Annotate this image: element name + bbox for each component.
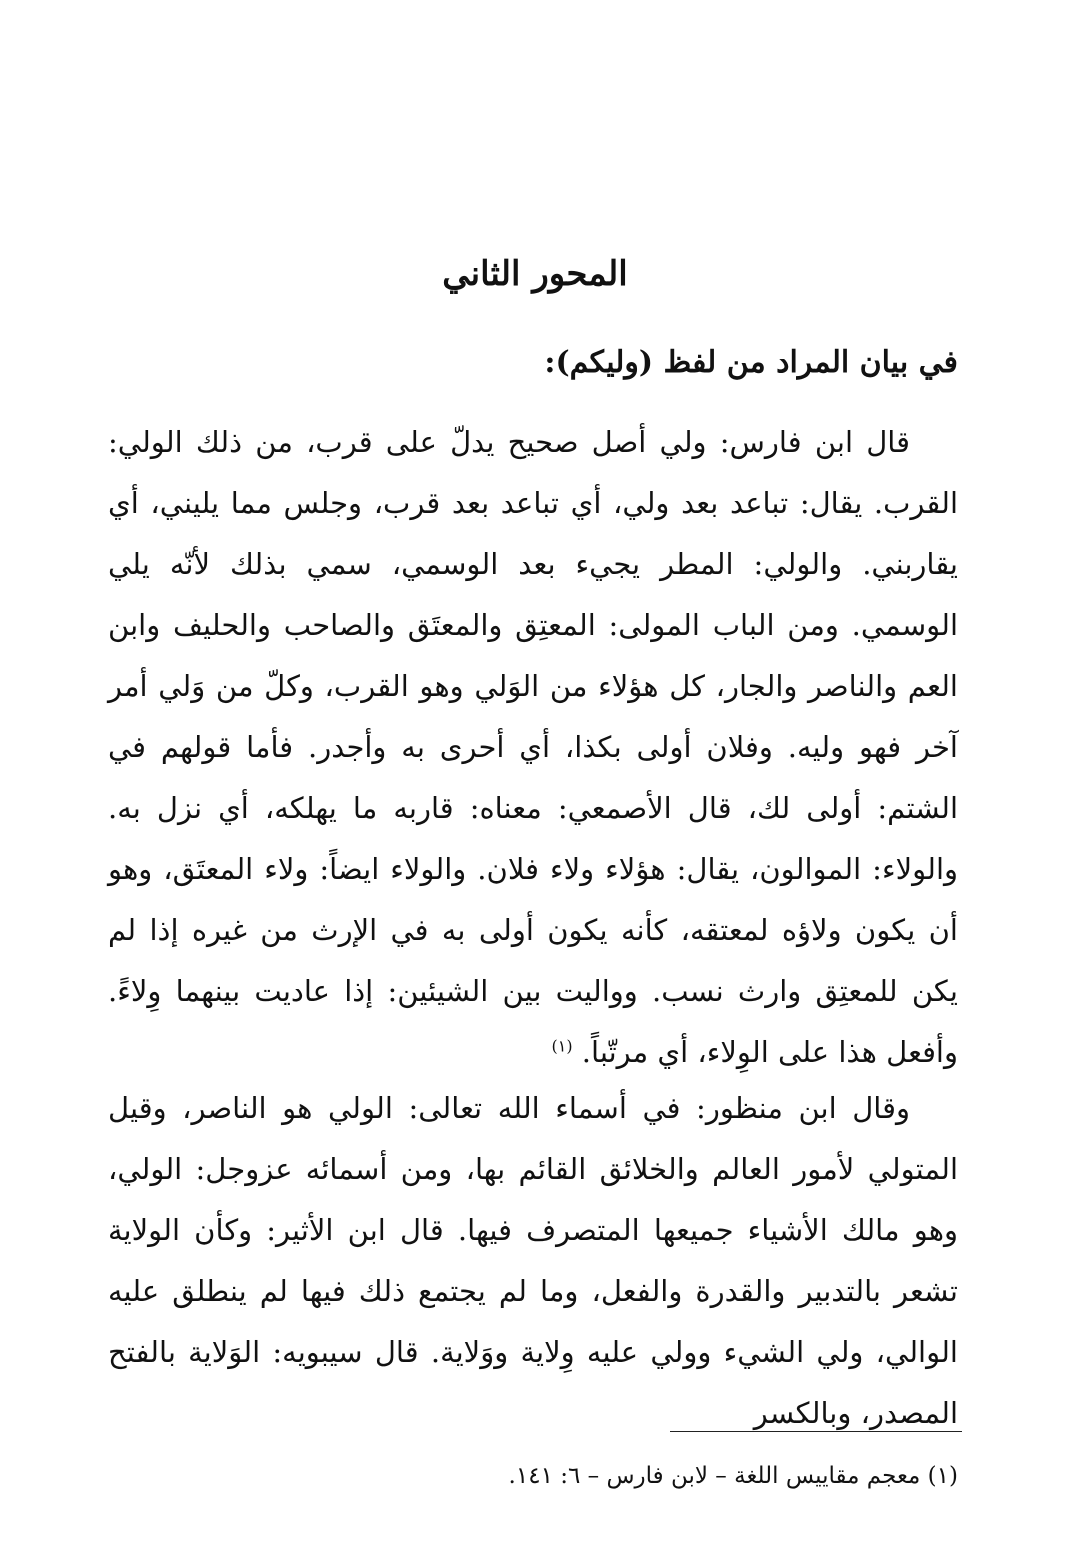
footnote: (١) معجم مقاييس اللغة – لابن فارس – ٦: ١٤١. [508,1463,958,1489]
section-heading: في بيان المراد من لفظ (وليكم): [544,345,958,380]
footnote-marker: (١) [551,1036,573,1056]
paragraph-ibn-faris [108,412,958,1083]
paragraph-text: وقال ابن منظور: في أسماء الله تعالى: الولي هو الناصر، وقيل المتولي لأمور العالم والخلائق القائم بها، ومن أسمائه عزوجل: الولي، وهو مالك الأشياء جميعها المتصرف فيها. قال ابن الأثير: وكأن الولاية تشعر بالتدبير والقدرة والفعل، وما لم يجتمع ذلك فيها لم ينطلق عليه الوالي، ولي الشيء وولي عليه وِلاية ووَلاية. قال سيبويه: الوَلاية بالفتح المصدر، وبالكسر [108,1091,958,1430]
paragraph-ibn-manzur [108,1078,958,1444]
paragraph-body: قال ابن فارس: ولي أصل صحيح يدلّ على قرب، من ذلك الولي: القرب. يقال: تباعد بعد ولي، أي تباعد بعد قرب، وجلس مما يليني، أي يقاربني. والولي: المطر يجيء بعد الوسمي، سمي بذلك لأنّه يلي الوسمي. ومن الباب المولى: المعتِق والمعتَق والصاحب والحليف وابن العم والناصر والجار، كل هؤلاء من الوَلي وهو القرب، وكلّ من وَلي أمر آخر فهو وليه. وفلان أولى بكذا، أي أحرى به وأجدر. فأما قولهم في الشتم: أولى لك، قال الأصمعي: معناه: قاربه ما يهلكه، أي نزل به. والولاء: الموالون، يقال: هؤلاء ولاء فلان. والولاء ايضاً: ولاء المعتَق، وهو أن يكون ولاؤه لمعتقه، كأنه يكون أولى به في الإرث من غيره إذا لم يكن للمعتِق وارث نسب. وواليت بين الشيئين: إذا عاديت بينهما وِلاءً. وأفعل هذا على الوِلاء، أي مرتّباً. [108,425,959,1069]
paragraph-text [108,412,958,1083]
chapter-title: المحور الثاني [442,254,628,294]
footnote-separator [670,1431,962,1432]
